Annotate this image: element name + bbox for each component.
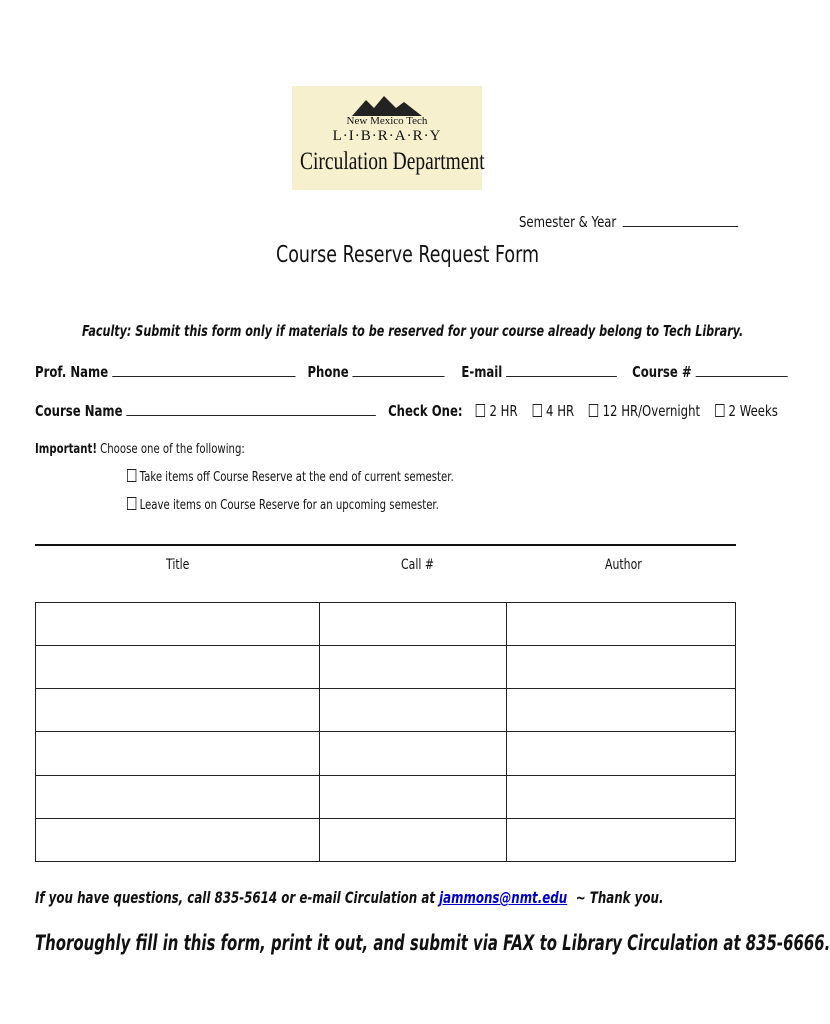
thank-you-text: ~ Thank you. [575, 888, 664, 907]
prof-name-field[interactable] [112, 362, 295, 377]
form-title: Course Reserve Request Form [276, 242, 539, 268]
important-prompt: Choose one of the following: [100, 442, 245, 457]
title-cell[interactable] [36, 603, 320, 646]
semester-year-row [519, 212, 739, 231]
leave-on-label: Leave items on Course Reserve for an upcoming semester. [139, 498, 439, 513]
logo-department: Circulation Department [300, 148, 485, 175]
logo-library: L·I·B·R·A·R·Y [332, 128, 442, 144]
course-number-field[interactable] [696, 362, 788, 377]
checkbox-12hr[interactable] [589, 404, 598, 417]
call-number-cell[interactable] [319, 689, 507, 732]
author-cell[interactable] [507, 689, 736, 732]
call-number-cell[interactable] [319, 818, 507, 861]
option-2weeks-label: 2 Weeks [728, 402, 778, 420]
table-row [36, 732, 736, 775]
table-row [36, 646, 736, 689]
check-one-label: Check One: [388, 402, 463, 420]
option-4hr-label: 4 HR [546, 402, 575, 420]
table-row [36, 689, 736, 732]
important-label: Important! [35, 442, 97, 457]
semester-year-label: Semester & Year [519, 213, 617, 231]
circulation-email-link[interactable]: jammons@nmt.edu [439, 888, 568, 907]
phone-label: Phone [307, 363, 349, 381]
author-cell[interactable] [507, 732, 736, 775]
important-option-2 [127, 497, 439, 513]
table-row [36, 603, 736, 646]
header-title: Title [166, 557, 190, 573]
author-cell[interactable] [507, 603, 736, 646]
phone-field[interactable] [353, 362, 445, 377]
table-row [36, 775, 736, 818]
author-cell[interactable] [507, 775, 736, 818]
course-number-label: Course # [632, 363, 692, 381]
email-label: E-mail [461, 363, 503, 381]
title-cell[interactable] [36, 775, 320, 818]
important-row [35, 442, 245, 457]
reserve-items-table [35, 602, 736, 862]
instructions-line: Thoroughly fill in this form, print it out, and submit via FAX to Library Circulation at 835-6666. [35, 931, 830, 955]
header-author: Author [605, 557, 642, 573]
faculty-note: Faculty: Submit this form only if materials to be reserved for your course already belong to Tech Library. [82, 322, 744, 340]
author-cell[interactable] [507, 818, 736, 861]
option-12hr-label: 12 HR/Overnight [602, 402, 701, 420]
title-cell[interactable] [36, 732, 320, 775]
semester-year-field[interactable] [623, 212, 738, 227]
take-off-label: Take items off Course Reserve at the end of current semester. [139, 470, 454, 485]
checkbox-2weeks[interactable] [715, 404, 724, 417]
questions-line [35, 888, 663, 907]
table-row [36, 818, 736, 861]
important-option-1 [127, 469, 454, 485]
course-name-label: Course Name [35, 402, 123, 420]
contact-row [35, 362, 788, 381]
call-number-cell[interactable] [319, 775, 507, 818]
course-row [35, 401, 778, 420]
call-number-cell[interactable] [319, 603, 507, 646]
checkbox-2hr[interactable] [476, 404, 485, 417]
checkbox-take-off[interactable] [127, 469, 136, 482]
header-call-number: Call # [401, 557, 435, 573]
author-cell[interactable] [507, 646, 736, 689]
prof-name-label: Prof. Name [35, 363, 109, 381]
call-number-cell[interactable] [319, 646, 507, 689]
section-divider [35, 544, 736, 546]
mountains-icon [352, 94, 422, 116]
title-cell[interactable] [36, 646, 320, 689]
checkbox-4hr[interactable] [533, 404, 542, 417]
title-cell[interactable] [36, 818, 320, 861]
logo-institution: New Mexico Tech [346, 115, 428, 127]
title-cell[interactable] [36, 689, 320, 732]
course-name-field[interactable] [127, 401, 377, 416]
email-field[interactable] [506, 362, 617, 377]
checkbox-leave-on[interactable] [127, 497, 136, 510]
option-2hr-label: 2 HR [489, 402, 518, 420]
library-logo [292, 86, 485, 190]
questions-text: If you have questions, call 835-5614 or e-mail Circulation at [35, 888, 435, 907]
call-number-cell[interactable] [319, 732, 507, 775]
